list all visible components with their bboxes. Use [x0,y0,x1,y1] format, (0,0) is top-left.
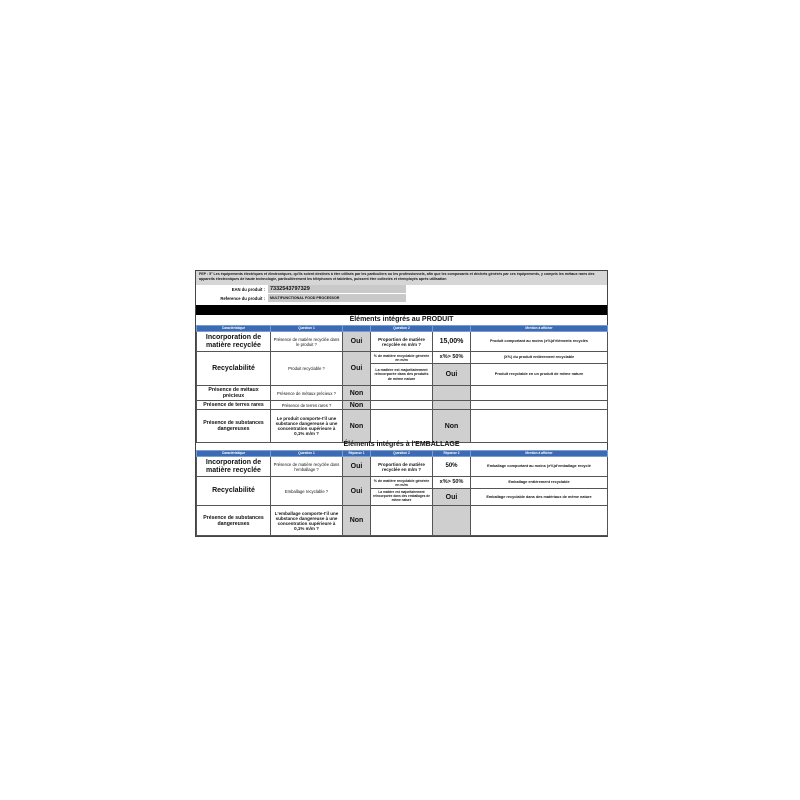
mention-a: Emballage entièrement recyclable [471,477,608,489]
header-mention: Mention à afficher [471,451,608,457]
intro-text: FEP : 5° Les équipements électriques et électroniques, qu'ils soient destinés à être utilisés par les particuliers ou les professionnels, afin que les composants et déchets générés par ces équipements, y compris les métaux rares des appareils électroniques de haute technologie, particulièrement les téléphones et tablettes, puissent être collectés et réemployés après utilisation [196,271,607,285]
answer-1: Oui [343,457,371,477]
question-2a: % de matière recyclable générée en m/m [371,352,433,364]
header-caracteristique: Caractéristique [197,326,271,332]
question-2: Proportion de matière recyclée en m/m ? [371,332,433,352]
question-2b: La matière est majoritairement réincorporée dans des emballages de même nature [371,489,433,506]
header-mention: Mention à afficher [471,326,608,332]
table-row [197,457,608,477]
table-row [197,386,608,401]
question-1: Présence de matière recyclée dans l'emballage ? [271,457,343,477]
header-question-2: Question 2 [371,326,433,332]
row-label: Recyclabilité [197,477,271,506]
row-label: Présence de substances dangereuses [197,506,271,536]
table-row [197,477,608,489]
fep-sheet [195,270,608,537]
row-label: Incorporation de matière recyclée [197,457,271,477]
row-label: Présence de terres rares [197,401,271,410]
answer-1: Non [343,386,371,401]
question-1: Emballage recyclable ? [271,477,343,506]
question-1: Le produit comporte-t'il une substance dangereuse à une concentration supérieure à 0,1% m/m ? [271,410,343,443]
answer-2a: x%> 50% [433,477,471,489]
answer-2: 50% [433,457,471,477]
answer-2b: Oui [433,364,471,386]
table-row [197,410,608,443]
table-row [197,332,608,352]
header-question-2: Question 2 [371,451,433,457]
table-row [197,352,608,364]
answer-1: Oui [343,352,371,386]
answer-1: Non [343,506,371,536]
ean-value: 7332543797329 [268,285,406,293]
question-2a: % de matière recyclable générée en m/m [371,477,433,489]
question-1: L'emballage comporte-t'il une substance dangereuse à une concentration supérieure à 0,1% m/m ? [271,506,343,536]
question-2: Proportion de matière recyclée en m/m ? [371,457,433,477]
answer-2: 15,00% [433,332,471,352]
question-1: Présence de métaux précieux ? [271,386,343,401]
reference-value: MULTIFUNCTIONAL FOOD PROCESSOR [268,294,406,302]
question-1: Présence de terres rares ? [271,401,343,410]
question-2b: La matière est majoritairement réincorporée dans des produits de même nature [371,364,433,386]
table-row [197,506,608,536]
answer-2b: Oui [433,489,471,506]
answer-1: Non [343,401,371,410]
header-reponse-2: Réponse 2 [433,451,471,457]
row-label: Incorporation de matière recyclée [197,332,271,352]
mention-b: Produit recyclable en un produit de même nature [471,364,608,386]
emballage-table [196,450,608,536]
mention-b: Emballage recyclable dans des matériaux de même nature [471,489,608,506]
row-label: Présence de substances dangereuses [197,410,271,443]
mention: Emballage comportant au moins (x%)d'emballage recyclé [471,457,608,477]
answer-1: Non [343,410,371,443]
row-label: Recyclabilité [197,352,271,386]
reference-label: Reference du produit : [220,296,265,301]
row-label: Présence de métaux précieux [197,386,271,401]
produit-section-title: Éléments intégrés au PRODUIT [349,316,454,323]
reference-row [196,294,607,302]
table-row [197,401,608,410]
black-divider [196,305,607,315]
mention-a: (X%) du produit entièrement recyclable [471,352,608,364]
answer-2: Non [433,410,471,443]
answer-1: Oui [343,477,371,506]
question-1: Produit recyclable ? [271,352,343,386]
produit-table [196,325,608,443]
mention: Produit comportant au moins (x%)d'éléments recyclés [471,332,608,352]
answer-2a: x%> 50% [433,352,471,364]
header-reponse-1: Réponse 1 [343,451,371,457]
answer-1: Oui [343,332,371,352]
ean-row [196,285,607,293]
header-question-1: Question 1 [271,451,343,457]
emballage-section-title: Éléments intégrés à l'EMBALLAGE [343,441,460,448]
header-question-1: Question 1 [271,326,343,332]
ean-label: EAN du produit : [231,287,265,292]
header-caracteristique: Caractéristique [197,451,271,457]
question-1: Présence de matière recyclée dans le produit ? [271,332,343,352]
